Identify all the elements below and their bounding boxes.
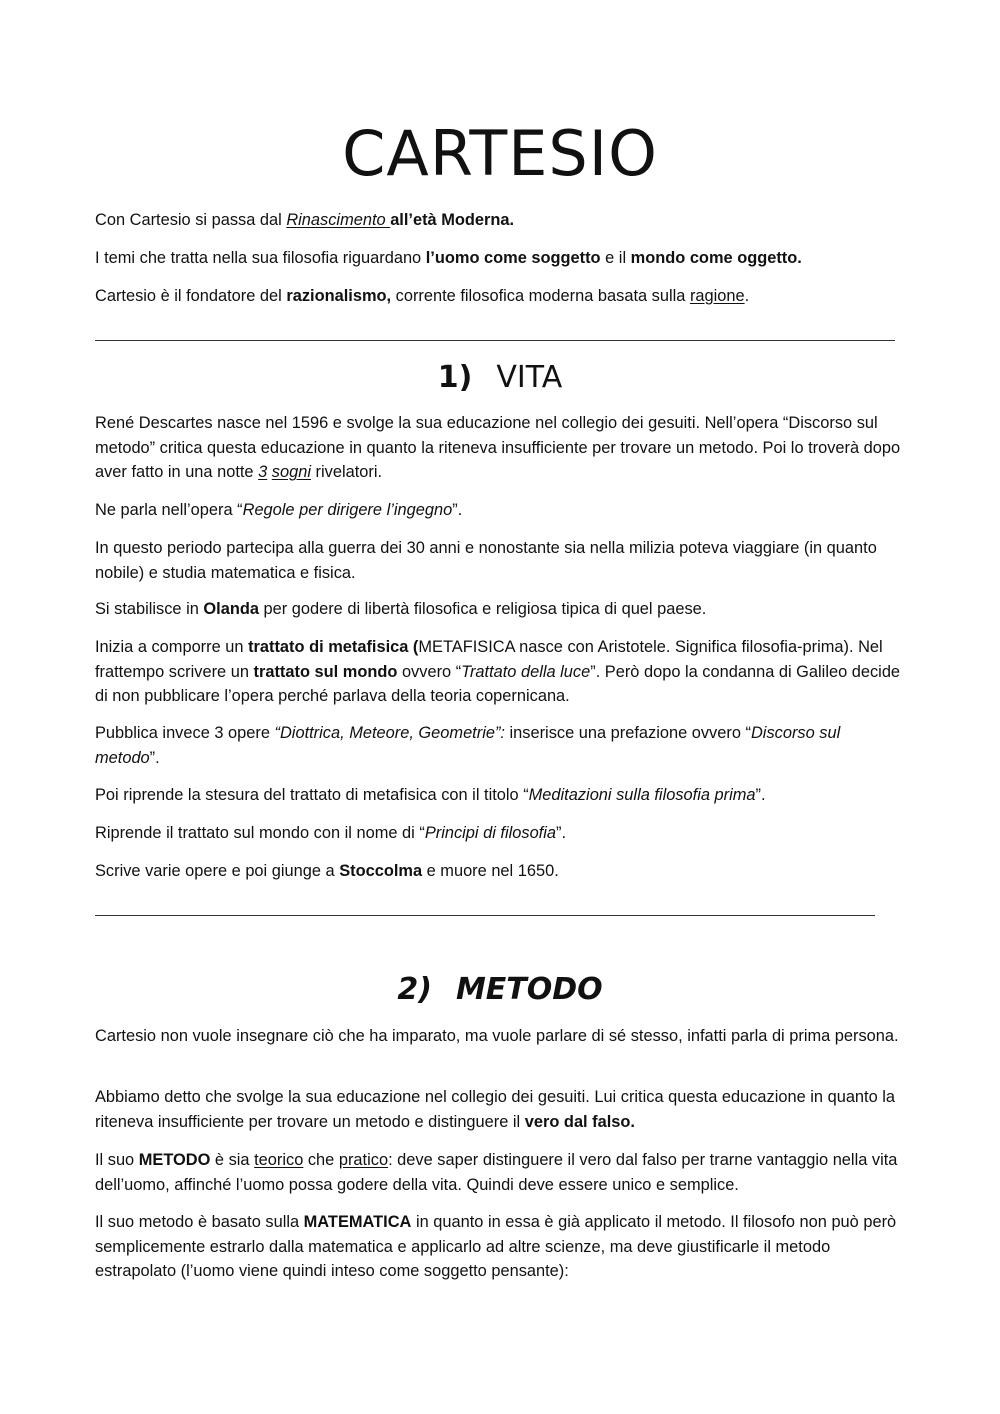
text-run: Pubblica invece 3 opere [95,724,275,742]
section-heading-vita [95,358,905,398]
bold-term: Olanda [203,600,259,618]
text-run: Il suo [95,1151,139,1169]
text-run: Cartesio non vuole insegnare ciò che ha imparato, ma vuole parlare di sé stesso, infatti parla di prima persona. [95,1027,899,1045]
bold-term: trattato di metafisica ( [248,638,419,656]
text-run: in quanto in essa è già applicato il metodo. Il filosofo non può però semplicemente estrarlo dalla matematica e applicarlo ad altre scienze, ma deve giustificarle il metodo estrapolato (l’uomo viene quindi inteso come soggetto pensante): [95,1213,897,1280]
vita-paragraph-9 [95,859,905,884]
text-run: che [303,1151,339,1169]
vita-paragraph-4 [95,597,905,622]
text-run: Riprende il trattato sul mondo con il nome di “ [95,824,425,842]
text-run: Scrive varie opere e poi giunge a [95,862,340,880]
bold-term: razionalismo, [286,287,392,305]
underlined-term: ragione [689,287,745,305]
vita-paragraph-6 [95,721,905,770]
bold-term: l’uomo come soggetto [425,249,601,267]
text-run: Si stabilisce in [95,600,204,618]
underlined-term: teorico [254,1151,304,1169]
text-run: Ne parla nell’opera “ [95,501,243,519]
text-run: I temi che tratta nella sua filosofia riguardano [95,249,426,267]
bold-term: METODO [138,1151,211,1169]
text-run: rivelatori. [310,463,383,481]
metodo-paragraph-1 [95,1024,905,1049]
metodo-paragraph-2 [95,1085,905,1134]
text-run: ”. [452,501,463,519]
text-run: è sia [210,1151,255,1169]
separator-line [95,915,875,916]
text-run: e muore nel 1650. [422,862,559,880]
text-run: METAFISICA nasce con Aristotele. Significa filosofia-prima). Nel frattempo scrivere un [95,638,883,681]
text-run: e il [600,249,631,267]
underlined-term: 3 [258,463,268,481]
bold-term: MATEMATICA [303,1213,412,1231]
vita-paragraph-3 [95,536,905,585]
bold-term: vero dal falso. [524,1112,635,1131]
bold-term: mondo come oggetto. [630,249,802,267]
section-number: 1) [437,360,473,395]
text-run: In questo periodo partecipa alla guerra dei 30 anni e nonostante sia nella milizia poteva viaggiare (in quanto nobile) e studia matematica e fisica. [95,539,877,582]
vita-paragraph-1 [95,411,905,485]
intro-paragraph-3 [95,284,905,309]
text-run: inserisce una prefazione ovvero “ [504,724,751,742]
bold-term: trattato sul mondo [253,662,398,681]
text-run: Con Cartesio si passa dal [95,211,287,229]
text-run: ”. [755,786,766,804]
underlined-term: pratico [338,1151,389,1169]
text-run: Poi riprende la stesura del trattato di metafisica con il titolo “ [95,786,529,804]
text-run: ”. [149,748,160,767]
italic-title: Trattato della luce [461,662,591,681]
vita-paragraph-8 [95,821,905,846]
underlined-term: Rinascimento [286,211,391,229]
bold-term: all’età Moderna. [390,211,515,229]
vita-paragraph-5 [95,635,905,709]
section-title: METODO [455,972,603,1007]
text-run: Abbiamo detto che svolge la sua educazione nel collegio dei gesuiti. Lui critica questa educazione in quanto la riteneva insufficiente per trovare un metodo e distinguere il [95,1088,896,1131]
italic-title: Principi di filosofia [424,824,556,842]
text-run: . [744,287,750,305]
metodo-paragraph-3 [95,1148,905,1197]
bold-term: Stoccolma [339,862,423,880]
text-run: ”. Però dopo la condanna di Galileo decide di non pubblicare l’opera perché parlava della teoria copernicana. [95,662,901,705]
text-run: : deve saper distinguere il vero dal falso per trarne vantaggio nella vita dell’uomo, affinché l’uomo possa godere della vita. Quindi deve essere unico e semplice. [95,1151,898,1194]
section-heading-metodo [95,970,905,1010]
italic-title: Meditazioni sulla filosofia prima [528,786,756,804]
metodo-paragraph-4 [95,1210,905,1284]
separator-line [95,340,895,341]
italic-title: Regole per dirigere l’ingegno [242,501,453,519]
text-run: corrente filosofica moderna basata sulla [391,287,690,305]
intro-paragraph-2 [95,246,905,271]
italic-title: Discorso sul metodo [95,724,841,767]
document-title: CARTESIO [342,117,658,190]
text-run: per godere di libertà filosofica e religiosa tipica di quel paese. [258,600,707,618]
text-run: René Descartes nasce nel 1596 e svolge la sua educazione nel collegio dei gesuiti. Nell’opera “Discorso sul metodo” critica questa educazione in quanto la riteneva insufficiente per trovare un metodo. Poi lo troverà dopo aver fatto in una notte [95,414,901,481]
section-title: VITA [496,360,563,395]
intro-paragraph-1 [95,208,905,233]
section-number: 2) [397,972,432,1007]
italic-title: “Diottrica, Meteore, Geometrie”: [274,724,505,742]
text-run: ”. [556,824,567,842]
text-run: ovvero “ [397,662,462,681]
text-run: Il suo metodo è basato sulla [95,1213,304,1231]
underlined-term: sogni [271,463,311,481]
vita-paragraph-7 [95,783,905,808]
text-run: Cartesio è il fondatore del [95,287,287,305]
text-run: Inizia a comporre un [95,638,249,656]
vita-paragraph-2 [95,498,905,523]
